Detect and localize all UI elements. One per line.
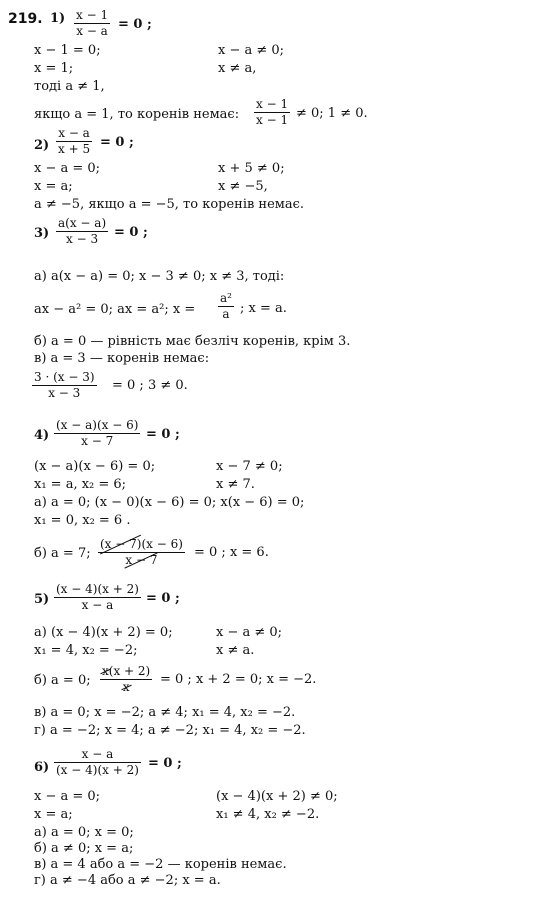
equation-tail: = 0 ;: [146, 591, 180, 606]
problem-number: 219.: [8, 11, 43, 27]
cancelled-factor: x: [102, 664, 109, 678]
line: x − 1 = 0; x − a ≠ 0;: [34, 43, 285, 58]
part-label: 6): [34, 760, 50, 775]
line: б) a ≠ 0; x = a;: [34, 841, 134, 856]
part-label: 3): [34, 226, 50, 241]
equation-tail: ≠ 0; 1 ≠ 0.: [296, 106, 368, 121]
line: x = a; x ≠ −5,: [34, 179, 268, 194]
fraction: $\frac{x - 1}{x - 1}$: [256, 97, 289, 127]
line: г) a ≠ −4 або a ≠ −2; x = a.: [34, 873, 221, 888]
part-label: 2): [34, 138, 50, 153]
line: в) a = 0; x = −2; a ≠ 4; x₁ = 4, x₂ = −2.: [34, 705, 296, 720]
line: якщо a = 1, то коренів немає:: [34, 107, 240, 122]
line: тоді a ≠ 1,: [34, 79, 105, 94]
line: ax − a² = 0; ax = a²; x =: [34, 302, 196, 317]
fraction: $\frac{x - a}{x + 5}$: [58, 126, 91, 156]
equation-tail: = 0 ;: [118, 17, 152, 32]
line: x₁ = a, x₂ = 6; x ≠ 7.: [34, 477, 255, 492]
part-label: 5): [34, 592, 50, 607]
line: x₁ = 0, x₂ = 6 .: [34, 513, 131, 528]
cancelled-factor: (x − 7): [100, 537, 141, 551]
equation-tail: = 0 ;: [148, 756, 182, 771]
line: x₁ = 4, x₂ = −2; x ≠ a.: [34, 643, 255, 658]
cancelled-factor: x: [122, 680, 130, 694]
line: x = 1; x ≠ a,: [34, 61, 257, 76]
part-label: 4): [34, 428, 50, 443]
fraction: $\frac{a(x - a)}{x - 3}$: [58, 216, 107, 246]
cancelled-fraction: x (x + 2) x: [102, 664, 151, 694]
line: г) a = −2; x = 4; a ≠ −2; x₁ = 4, x₂ = −2.: [34, 723, 306, 738]
line: а) a = 0; (x − 0)(x − 6) = 0; x(x − 6) = 0;: [34, 495, 305, 510]
line: x = a; x₁ ≠ 4, x₂ ≠ −2.: [34, 807, 320, 822]
line: x − a = 0; (x − 4)(x + 2) ≠ 0;: [34, 789, 338, 804]
fraction: $\frac{x - a}{(x - 4)(x + 2)}$: [56, 747, 139, 777]
line: в) a = 3 — коренів немає:: [34, 351, 210, 366]
line: в) a = 4 або a = −2 — коренів немає.: [34, 857, 287, 872]
line: б) a = 7;: [34, 546, 91, 561]
fraction: $\frac{x - 1}{x - a}$: [76, 8, 109, 38]
line: б) a = 0;: [34, 673, 91, 688]
equation-tail: = 0 ; 3 ≠ 0.: [112, 378, 188, 393]
cancelled-factor: x − 7: [125, 553, 158, 567]
fraction: $\frac{3 \cdot (x - 3)}{x - 3}$: [34, 370, 95, 400]
equation-tail: = 0 ;: [146, 427, 180, 442]
cancelled-fraction: (x − 7) (x − 6) x − 7: [98, 537, 185, 568]
line: б) a = 0 — рівність має безліч коренів, крім 3.: [34, 334, 351, 349]
line: x − a = 0; x + 5 ≠ 0;: [34, 161, 285, 176]
equation-tail: = 0 ;: [100, 135, 134, 150]
equation-tail: = 0 ;: [114, 225, 148, 240]
line: a ≠ −5, якщо a = −5, то коренів немає.: [34, 197, 305, 212]
equation-tail: = 0 ; x = 6.: [194, 545, 269, 560]
fraction: $\frac{(x - a)(x - 6)}{x - 7}$: [56, 418, 139, 448]
fraction: $\frac{\text{a²}}{a}$: [220, 291, 232, 321]
line: (x − a)(x − 6) = 0; x − 7 ≠ 0;: [34, 459, 283, 474]
line: а) a(x − a) = 0; x − 3 ≠ 0; x ≠ 3, тоді:: [34, 269, 285, 284]
equation-tail: ; x = a.: [240, 301, 287, 316]
line: а) (x − 4)(x + 2) = 0; x − a ≠ 0;: [34, 625, 283, 640]
fraction: $\frac{(x - 4)(x + 2)}{x - a}$: [56, 582, 139, 612]
line: а) a = 0; x = 0;: [34, 825, 134, 840]
part-label: 1): [50, 11, 66, 26]
equation-tail: = 0 ; x + 2 = 0; x = −2.: [160, 672, 317, 687]
